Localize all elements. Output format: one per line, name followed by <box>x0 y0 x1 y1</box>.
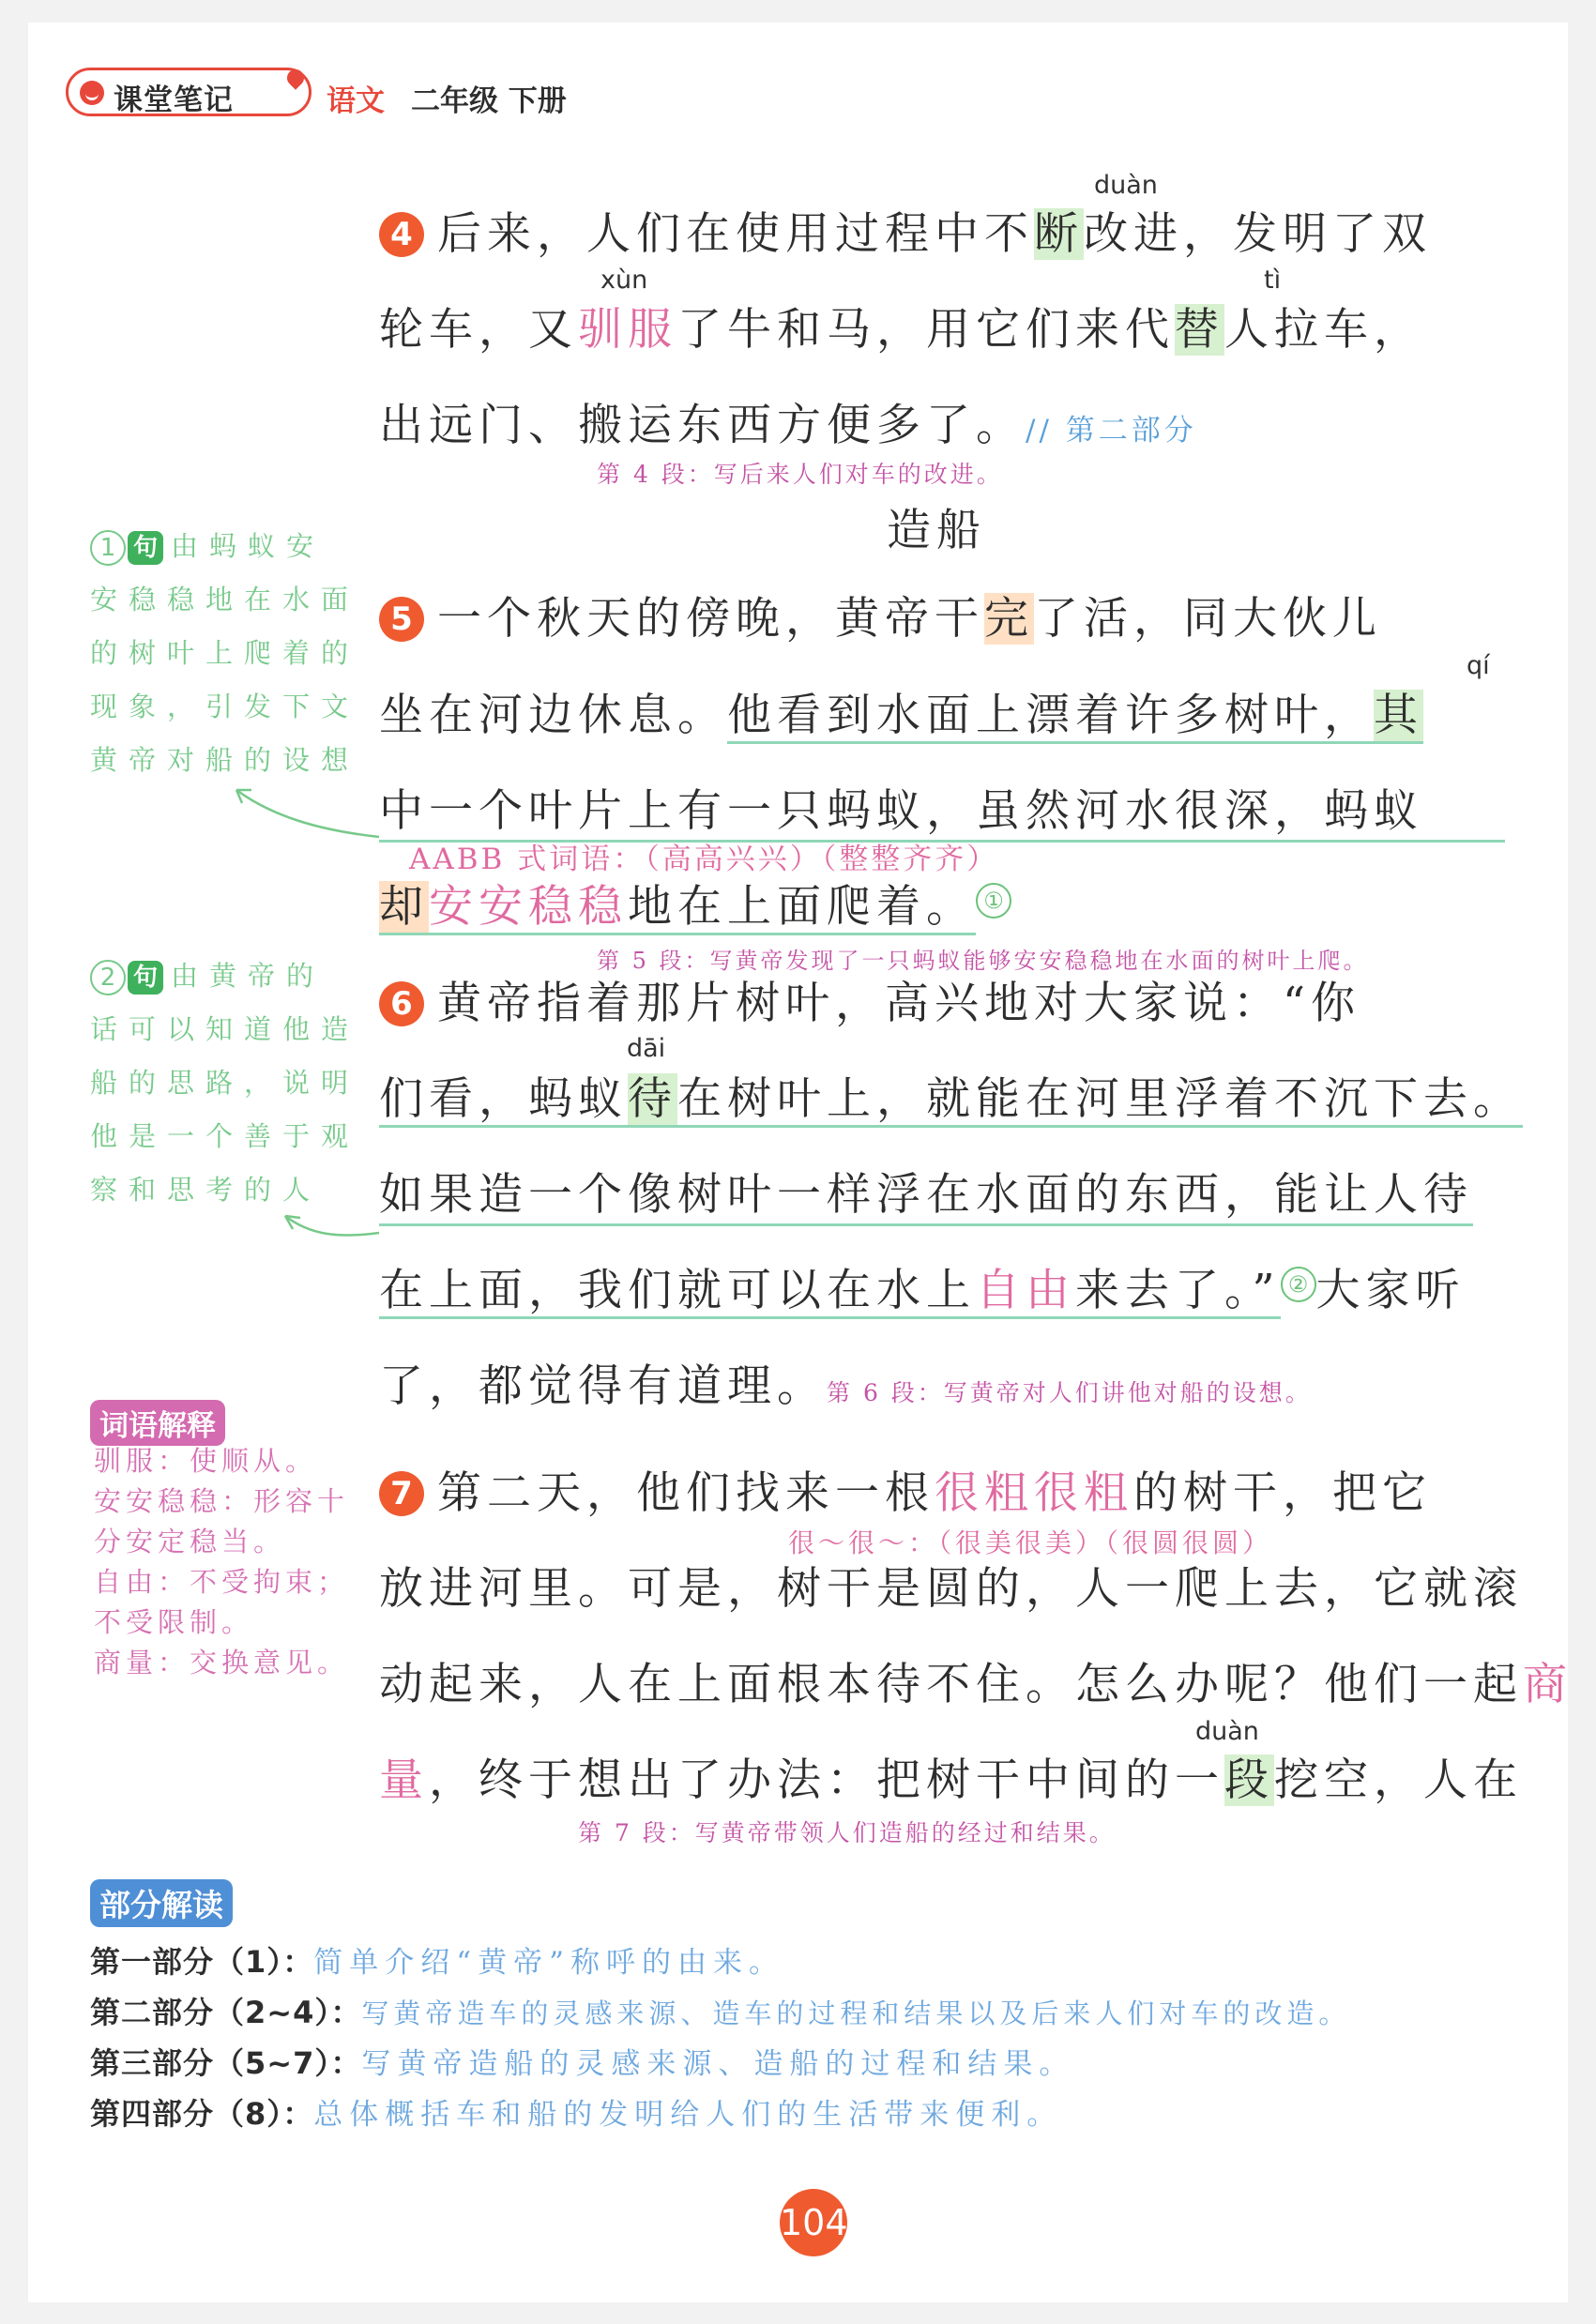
paragraph-7-line-4: 量，终于想出了办法：把树干中间的一段挖空，人在 <box>379 1754 1523 1806</box>
paragraph-number: 6 <box>379 981 424 1026</box>
paragraph-6-line-1: 6 黄帝指着那片树叶，高兴地对大家说：“你 <box>379 976 1360 1032</box>
paragraph-6-line-4: 在上面，我们就可以在水上自由来去了。” ② 大家听 <box>379 1263 1466 1319</box>
arrow-line <box>236 790 379 837</box>
paragraph-5-line-3: 中一个叶片上有一只蚂蚁，虽然河水很深，蚂蚁 <box>379 783 1505 843</box>
paragraph-number: 5 <box>379 597 424 642</box>
paragraph-7-line-3: 动起来，人在上面根本待不住。怎么办呢？他们一起商 <box>379 1659 1573 1710</box>
sentence-mark: ① <box>976 883 1011 919</box>
paragraph-6-line-5: 了，都觉得有道理。第 6 段：写黄帝对人们讲他对船的设想。 <box>379 1360 1312 1412</box>
note-text: 由黄帝的话可以知道他造船的思路，说明他是一个善于观察和思考的人 <box>90 960 360 1206</box>
paragraph-5-line-2: 坐在河边休息。他看到水面上漂着许多树叶，其 <box>379 688 1423 744</box>
paragraph-summary: 第 7 段：写黄帝带领人们造船的经过和结果。 <box>578 1819 1116 1846</box>
paragraph-summary: 第 4 段：写后来人们对车的改进。 <box>597 461 1003 488</box>
aabb-note: AABB 式词语：（高高兴兴）（整整齐齐） <box>409 843 999 876</box>
part-row: 第三部分（5~7）：写黄帝造船的灵感来源、造船的过程和结果。 <box>90 2045 1075 2081</box>
paragraph-4-line-3: 出远门、搬运东西方便多了。// 第二部分 <box>379 400 1197 451</box>
pinyin: duàn <box>1094 171 1158 200</box>
vocab-title: 词语解释 <box>90 1400 225 1446</box>
paragraph-5-line-4: 却安安稳稳地在上面爬着。 ① <box>379 879 1011 935</box>
note-text: 由蚂蚁安安稳稳地在水面的树叶上爬着的现象，引发下文黄帝对船的设想 <box>90 530 360 776</box>
part-row: 第二部分（2~4）：写黄帝造车的灵感来源、造车的过程和结果以及后来人们对车的改造。 <box>90 1995 1351 2030</box>
paragraph-6-line-3: 如果造一个像树叶一样浮在水面的东西，能让人待 <box>379 1167 1473 1226</box>
pinyin: tì <box>1264 266 1282 295</box>
vocab-item: 安安稳稳：形容十分安定稳当。 <box>94 1485 350 1557</box>
header-grade: 二年级 下册 <box>411 84 567 118</box>
section-title: 造船 <box>887 505 986 556</box>
vocab-item: 驯服：使顺从。 <box>94 1445 318 1477</box>
sentence-mark: ② <box>1281 1267 1316 1302</box>
paragraph-number: 7 <box>379 1471 424 1516</box>
vocab-item: 自由：不受拘束；不受限制。 <box>94 1566 350 1638</box>
part-row: 第四部分（8）：总体概括车和船的发明给人们的生活带来便利。 <box>90 2096 1063 2132</box>
header-subject: 语文 <box>327 84 385 118</box>
paragraph-7-line-1: 7 第二天，他们找来一根很粗很粗的树干，把它 <box>379 1466 1432 1522</box>
pinyin: duàn <box>1195 1717 1259 1746</box>
note-number: 2 <box>90 960 126 995</box>
hen-note: 很～很～：（很美很美）（很圆很圆） <box>788 1527 1273 1558</box>
note-number: 1 <box>90 530 126 566</box>
brand-title: 课堂笔记 <box>114 84 234 117</box>
page-number: 104 <box>780 2189 847 2256</box>
pinyin: dāi <box>627 1034 666 1063</box>
paragraph-4-line-1: 4 后来，人们在使用过程中不断改进，发明了双 <box>379 206 1432 263</box>
part-marker: // 第二部分 <box>1026 414 1197 448</box>
part-row: 第一部分（1）：简单介绍“黄帝”称呼的由来。 <box>90 1944 784 1980</box>
pinyin: qí <box>1467 651 1490 680</box>
paragraph-6-line-2: 们看，蚂蚁待在树叶上，就能在河里浮着不沉下去。 <box>379 1071 1523 1128</box>
paragraph-4-line-2: 轮车，又驯服了牛和马，用它们来代替人拉车， <box>379 304 1423 356</box>
paragraph-5-line-1: 5 一个秋天的傍晚，黄帝干完了活，同大伙儿 <box>379 591 1382 647</box>
paragraph-summary: 第 5 段：写黄帝发现了一只蚂蚁能够安安稳稳地在水面的树叶上爬。 <box>597 948 1369 974</box>
note-tag: 句 <box>128 531 163 565</box>
parts-title: 部分解读 <box>90 1879 233 1927</box>
note-tag: 句 <box>128 961 163 995</box>
paragraph-7-line-2: 放进河里。可是，树干是圆的，人一爬上去，它就滚 <box>379 1563 1523 1615</box>
paragraph-number: 4 <box>379 212 424 257</box>
vocab-item: 商量：交换意见。 <box>94 1647 350 1678</box>
vocab-list <box>94 1441 366 1683</box>
paragraph-summary: 第 6 段：写黄帝对人们讲他对船的设想。 <box>827 1379 1312 1406</box>
pinyin: xùn <box>600 266 648 295</box>
